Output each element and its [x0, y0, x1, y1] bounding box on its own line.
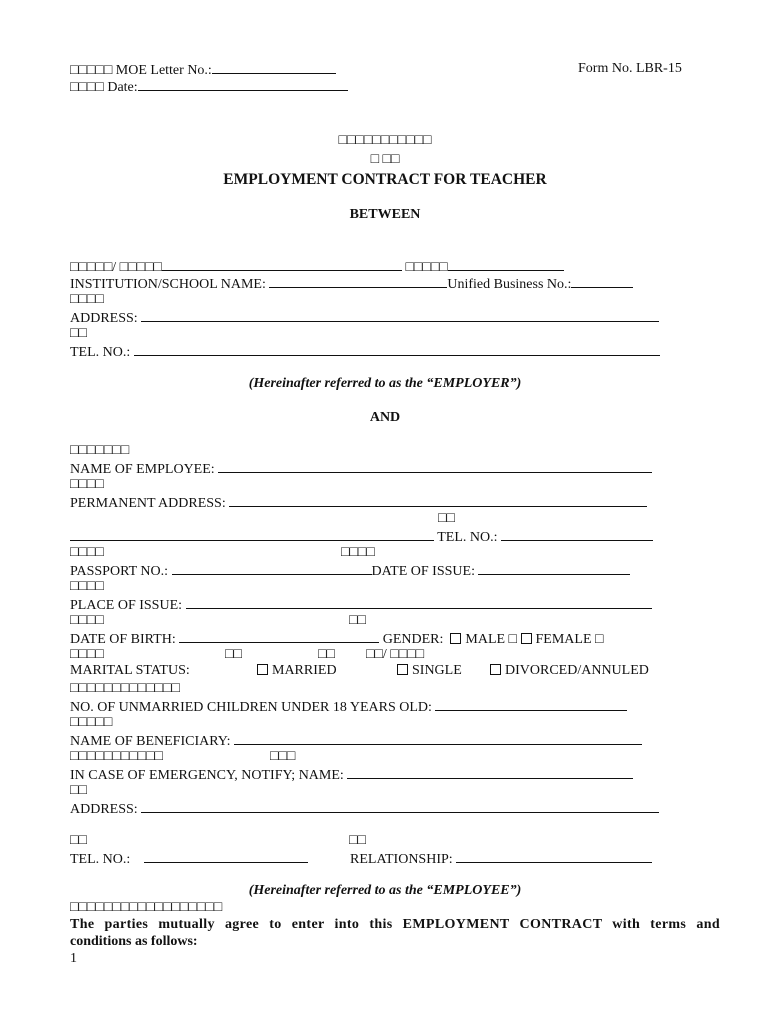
permanent-address-cjk: □□□□ — [70, 477, 104, 492]
institution-name-field[interactable] — [269, 275, 447, 288]
moe-letter-label: MOE Letter No.: — [115, 63, 212, 78]
emergency-tel-line — [70, 850, 308, 868]
page-number: 1 — [70, 951, 77, 966]
emergency-cjk: □□□□□□□□□□□ — [70, 749, 164, 764]
ubn-label: Unified Business No.: — [447, 277, 572, 292]
ubn-cjk: □□□□□ — [405, 260, 448, 275]
emergency-cjk-2: □□□ — [270, 749, 296, 764]
beneficiary-label: NAME OF BENEFICIARY: — [70, 734, 231, 749]
children-field[interactable] — [435, 698, 627, 711]
divorced-label: DIVORCED/ANNULED — [505, 663, 649, 678]
agreement-cjk: □□□□□□□□□□□□□□□□□□ — [70, 900, 223, 915]
passport-cjk: □□□□ — [70, 545, 104, 560]
form-number: Form No. LBR-15 — [578, 61, 682, 76]
agreement-line-2: conditions as follows: — [70, 934, 198, 949]
emergency-name-field[interactable] — [347, 766, 633, 779]
female-label: FEMALE □ — [535, 632, 604, 647]
marital-cjk: □□□□ — [70, 647, 104, 662]
married-option — [257, 663, 337, 679]
single-option — [397, 663, 462, 679]
permanent-address-field-2[interactable] — [70, 528, 434, 541]
institution-line — [70, 275, 633, 293]
moe-letter-line — [70, 61, 336, 79]
permanent-address-field[interactable] — [229, 494, 647, 507]
relationship-field[interactable] — [456, 850, 652, 863]
employer-address-field[interactable] — [141, 309, 659, 322]
moe-letter-cjk: □□□□□ — [70, 63, 113, 78]
place-of-issue-line — [70, 596, 652, 614]
institution-cjk: □□□□□/ □□□□□ — [70, 260, 162, 275]
dob-label: DATE OF BIRTH: — [70, 632, 176, 647]
emergency-label: IN CASE OF EMERGENCY, NOTIFY; NAME: — [70, 768, 344, 783]
title-cjk-2: □ □□ — [370, 152, 400, 167]
beneficiary-line — [70, 732, 642, 750]
issue-date-label: DATE OF ISSUE: — [371, 564, 475, 579]
passport-line — [70, 562, 630, 580]
male-checkbox[interactable] — [450, 633, 461, 644]
employee-tel-line — [70, 528, 653, 546]
dob-field[interactable] — [179, 630, 379, 643]
children-line — [70, 698, 627, 716]
date-cjk: □□□□ — [70, 80, 104, 95]
date-label: Date: — [107, 80, 138, 95]
divorced-cjk: □□/ □□□□ — [366, 647, 425, 662]
emergency-address-line — [70, 800, 659, 818]
issue-date-field[interactable] — [478, 562, 630, 575]
dob-gender-line — [70, 630, 603, 648]
employee-name-cjk: □□□□□□□ — [70, 443, 130, 458]
beneficiary-cjk: □□□□□ — [70, 715, 113, 730]
passport-field[interactable] — [172, 562, 372, 575]
date-field[interactable] — [138, 78, 348, 91]
marital-label: MARITAL STATUS: — [70, 663, 190, 678]
emergency-line — [70, 766, 633, 784]
female-checkbox[interactable] — [521, 633, 532, 644]
emergency-tel-label: TEL. NO.: — [70, 852, 131, 867]
passport-label: PASSPORT NO.: — [70, 564, 168, 579]
divorced-option — [490, 663, 649, 679]
emergency-address-cjk: □□ — [70, 783, 87, 798]
moe-letter-field[interactable] — [212, 61, 336, 74]
relationship-label: RELATIONSHIP: — [350, 852, 453, 867]
employee-tel-cjk: □□ — [438, 511, 455, 526]
place-of-issue-label: PLACE OF ISSUE: — [70, 598, 183, 613]
male-label: MALE □ — [465, 632, 518, 647]
permanent-address-line — [70, 494, 647, 512]
employee-name-line — [70, 460, 652, 478]
married-cjk: □□ — [225, 647, 242, 662]
employer-hereinafter: (Hereinafter referred to as the “EMPLOYER”) — [248, 376, 522, 391]
children-label: NO. OF UNMARRIED CHILDREN UNDER 18 YEARS OLD: — [70, 700, 432, 715]
married-label: MARRIED — [272, 663, 337, 678]
emergency-tel-cjk: □□ — [70, 833, 87, 848]
employer-address-cjk: □□□□ — [70, 292, 104, 307]
married-checkbox[interactable] — [257, 664, 268, 675]
single-cjk: □□ — [318, 647, 335, 662]
emergency-address-field[interactable] — [141, 800, 659, 813]
relationship-cjk: □□ — [349, 833, 366, 848]
emergency-address-label: ADDRESS: — [70, 802, 138, 817]
employer-tel-label: TEL. NO.: — [70, 345, 131, 360]
children-cjk: □□□□□□□□□□□□□ — [70, 681, 180, 696]
agreement-line-1: The parties mutually agree to enter into this EMPLOYMENT CONTRACT with terms and — [70, 917, 720, 932]
issue-date-cjk: □□□□ — [341, 545, 375, 560]
employee-name-label: NAME OF EMPLOYEE: — [70, 462, 215, 477]
permanent-address-label: PERMANENT ADDRESS: — [70, 496, 226, 511]
employee-hereinafter: (Hereinafter referred to as the “EMPLOYEE”) — [248, 883, 522, 898]
employer-tel-line — [70, 343, 660, 361]
ubn-field[interactable] — [571, 275, 633, 288]
single-checkbox[interactable] — [397, 664, 408, 675]
gender-cjk: □□ — [349, 613, 366, 628]
employer-tel-cjk: □□ — [70, 326, 87, 341]
relationship-line — [350, 850, 652, 868]
beneficiary-field[interactable] — [234, 732, 642, 745]
emergency-tel-field[interactable] — [144, 850, 308, 863]
title-cjk-1: □□□□□□□□□□□ — [338, 133, 432, 148]
dob-cjk: □□□□ — [70, 613, 104, 628]
institution-label: INSTITUTION/SCHOOL NAME: — [70, 277, 266, 292]
employer-address-line — [70, 309, 659, 327]
place-of-issue-cjk: □□□□ — [70, 579, 104, 594]
between-label: BETWEEN — [349, 207, 421, 222]
institution-cjk-line — [70, 258, 564, 276]
employee-tel-field[interactable] — [501, 528, 653, 541]
gender-label: GENDER: — [382, 632, 444, 647]
date-line — [70, 78, 348, 96]
document-title: EMPLOYMENT CONTRACT FOR TEACHER — [223, 171, 547, 188]
single-label: SINGLE — [412, 663, 462, 678]
employer-address-label: ADDRESS: — [70, 311, 138, 326]
and-label: AND — [369, 410, 401, 425]
employee-name-field[interactable] — [218, 460, 652, 473]
employer-tel-field[interactable] — [134, 343, 660, 356]
employee-tel-label: TEL. NO.: — [437, 530, 498, 545]
divorced-checkbox[interactable] — [490, 664, 501, 675]
place-of-issue-field[interactable] — [186, 596, 652, 609]
